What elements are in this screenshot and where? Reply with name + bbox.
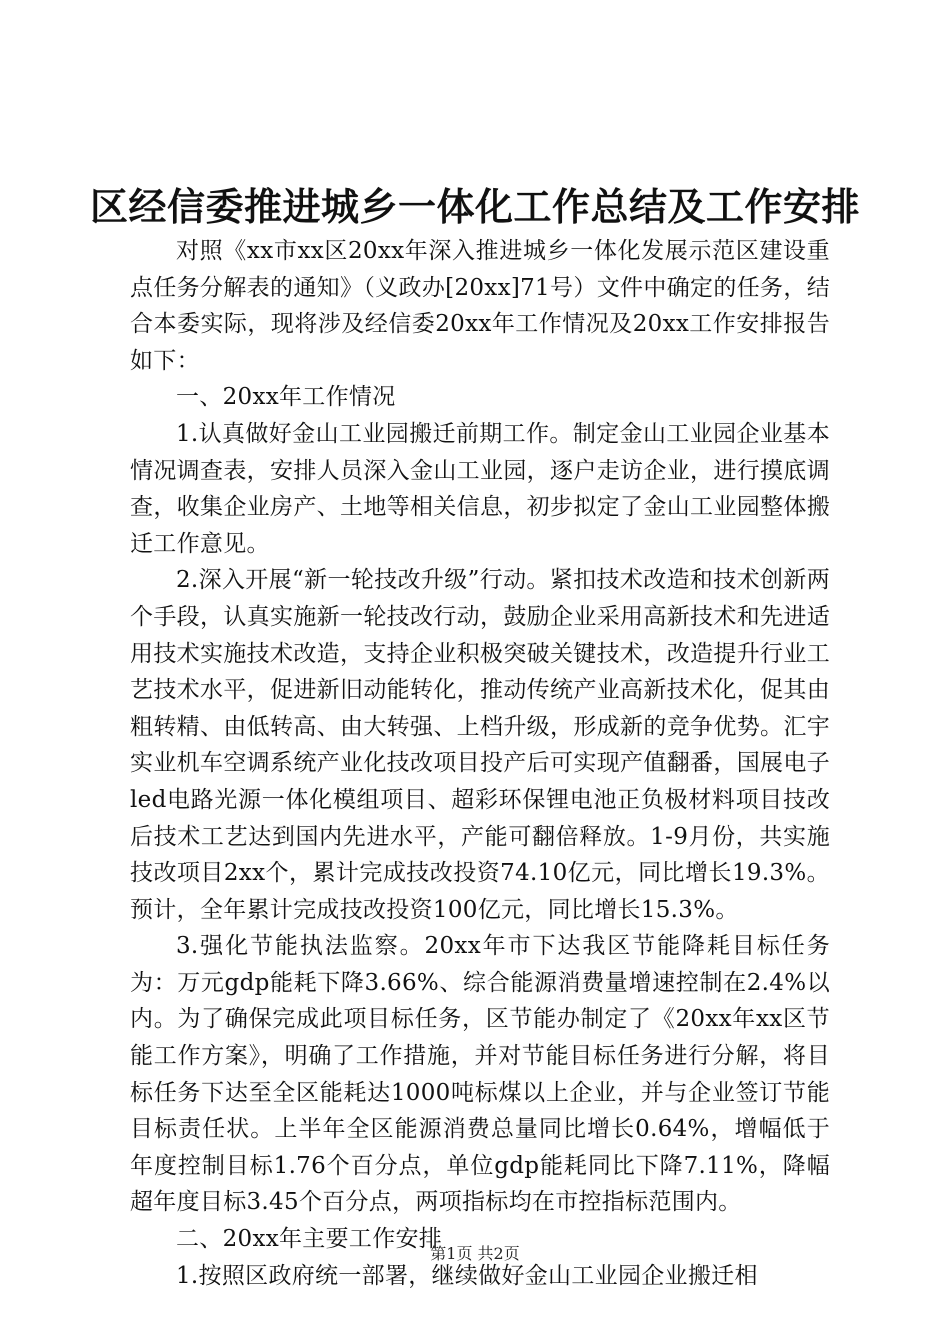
intro-paragraph: 对照《xx市xx区20xx年深入推进城乡一体化发展示范区建设重点任务分解表的通知》（义政办[20xx]71号）文件中确定的任务，结合本委实际，现将涉及经信委20xx年工作情况及20xx工作安排报告如下： xyxy=(130,238,830,374)
document-title: 区经信委推进城乡一体化工作总结及工作安排 xyxy=(89,184,860,229)
work-item-1: 1.认真做好金山工业园搬迁前期工作。制定金山工业园企业基本情况调查表，安排人员深入金山工业园，逐户走访企业，进行摸底调查，收集企业房产、土地等相关信息，初步拟定了金山工业园整体搬迁工作意见。 xyxy=(130,420,830,557)
page-footer: 第1页 共2页 xyxy=(430,1244,520,1263)
work-item-2: 2.深入开展“新一轮技改升级”行动。紧扣技术改造和技术创新两个手段，认真实施新一轮技改行动，鼓励企业采用高新技术和先进适用技术实施技术改造，支持企业积极突破关键技术，改造提升行业工艺技术水平，促进新旧动能转化，推动传统产业高新技术化，促其由粗转精、由低转高、由大转强、上档升级，形成新的竞争优势。汇宇实业机车空调系统产业化技改项目投产后可实现产值翻番，国展电子led电路光源一体化模组项目、超彩环保锂电池正负极材料项目技改后技术工艺达到国内先进水平，产能可翻倍释放。1-9月份，共实施技改项目2xx个，累计完成技改投资74.10亿元，同比增长19.3%。预计，全年累计完成技改投资100亿元，同比增长15.3%。 xyxy=(130,567,830,923)
section-heading-work-status: 一、20xx年工作情况 xyxy=(176,384,396,411)
work-item-3: 3.强化节能执法监察。20xx年市下达我区节能降耗目标任务为：万元gdp能耗下降3.66%、综合能源消费量增速控制在2.4%以内。为了确保完成此项目标任务，区节能办制定了《20xx年xx区节能工作方案》，明确了工作措施，并对节能目标任务进行分解，将目标任务下达至全区能耗达1000吨标煤以上企业，并与企业签订节能目标责任状。上半年全区能源消费总量同比增长0.64%，增幅低于年度控制目标1.76个百分点，单位gdp能耗同比下降7.11%，降幅超年度目标3.45个百分点，两项指标均在市控指标范围内。 xyxy=(130,933,830,1216)
section-heading-work-plan: 二、20xx年主要工作安排 xyxy=(176,1226,443,1253)
document-body xyxy=(130,233,830,1294)
plan-item-1: 1.按照区政府统一部署，继续做好金山工业园企业搬迁相 xyxy=(176,1262,758,1289)
